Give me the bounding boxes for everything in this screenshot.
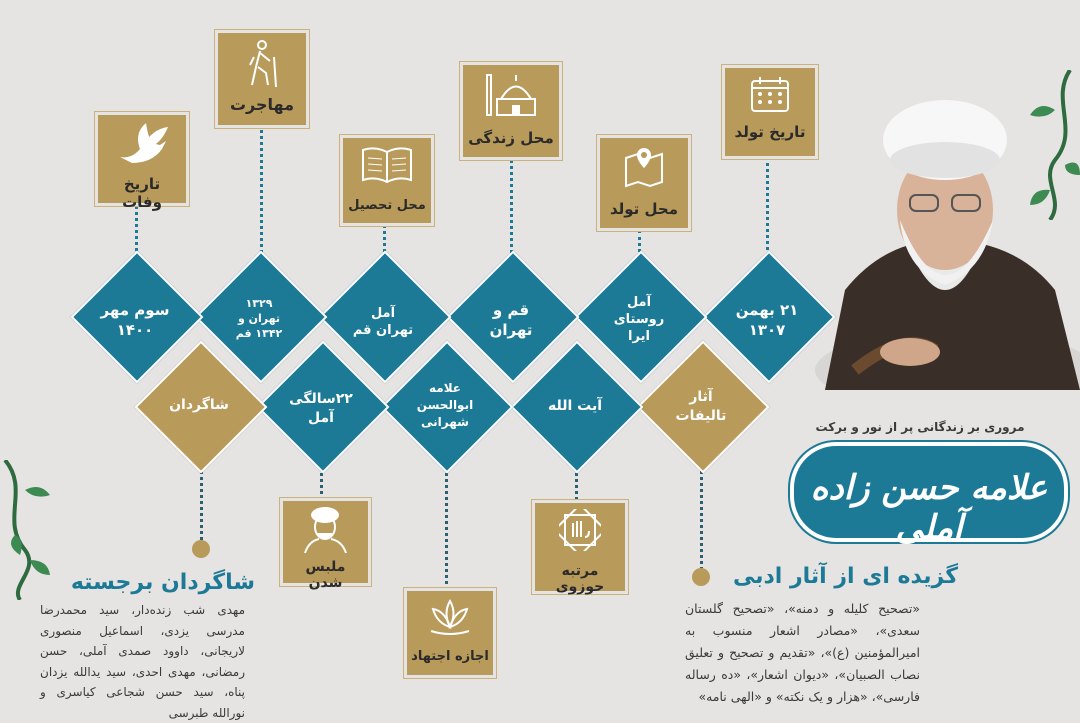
portrait-photo [815,70,1080,390]
value-residence: قم و تهران [489,301,533,339]
value-birth-date: ۲۱ بهمن ۱۳۰۷ [735,301,799,339]
students-text: مهدی شب زنده‌دار، سید محمدرضا مدرسی یزدی، اسماعیل منصوری لاریجانی، داوود صمدی آملی، حسن رمضانی، مهدی احدی، سید یدالله یزدان پناه، سید حسن شجاعی کیاسری و نورالله طبرسی [40,603,245,720]
category-death-date [95,112,189,211]
banner-subtitle: مروری بر زندگانی پر از نور و برکت [815,420,1025,434]
value-death-date: سوم مهر ۱۴۰۰ [100,301,170,339]
category-birth-place [597,135,691,231]
connector-migrant [260,125,263,270]
category-label: محل تحصیل [348,198,426,213]
category-rank [532,500,628,594]
category-label: تاریخ وفات [122,175,162,211]
value-works: آثار تالیفات [675,389,727,424]
value-education: آمل تهران قم [352,306,414,338]
value-clergy: ۲۲سالگی آمل [289,391,353,426]
works-section-marker [692,568,710,586]
category-label: تاریخ تولد [734,123,806,141]
category-label: محل تولد [609,200,679,218]
book-icon [359,146,415,186]
students-title: شاگردان برجسته [70,570,255,595]
category-education [340,135,434,226]
category-label: محل زندگی [468,129,554,147]
category-birth-date [722,65,818,159]
cleric-icon [303,505,348,553]
name-banner [790,442,1068,548]
banner-name: علامه حسن زاده آملی [810,468,1048,548]
works-text: «تصحیح کلیله و دمنه»، «تصحیح گلستان سعدی»، «مصادر اشعار منسوب به امیرالمؤمنین (ع)»، «تقدیم و تصحیح و تعلیق نصاب الصبیان»، «دیوان اشعار»، «ده رساله فارسی»، «هزار و یک نکته» و «الهی نامه» [685,601,920,704]
value-ijtihad: علامه ابوالحسن شهرانی [416,381,474,429]
allah-calligraphy-icon [559,509,601,551]
category-residence [460,62,562,160]
category-clergy [280,498,371,591]
calendar-icon [750,76,790,114]
category-label: مهاجرت [229,95,295,114]
hiker-icon [242,39,282,89]
category-label: مرتبه حوزوی [555,563,605,595]
dove-icon [112,119,172,169]
category-migrant [215,30,309,128]
value-rank: آیت الله [547,398,602,414]
category-label: ملبس شدن [305,559,346,591]
category-label: اجازه اجتهاد [411,649,489,664]
value-birth-place: آمل روستای ایرا [613,295,665,344]
connector-works [700,465,703,570]
mosque-icon [481,69,541,119]
students-section-marker [192,540,210,558]
value-migrant: ۱۳۲۹ تهران و ۱۳۴۲ قم [235,297,283,340]
lotus-icon [427,597,473,637]
map-pin-icon [622,144,666,188]
category-ijtihad [404,588,496,678]
value-students: شاگردان [169,397,229,413]
works-title: گزیده ای از آثار ادبی [732,564,958,589]
